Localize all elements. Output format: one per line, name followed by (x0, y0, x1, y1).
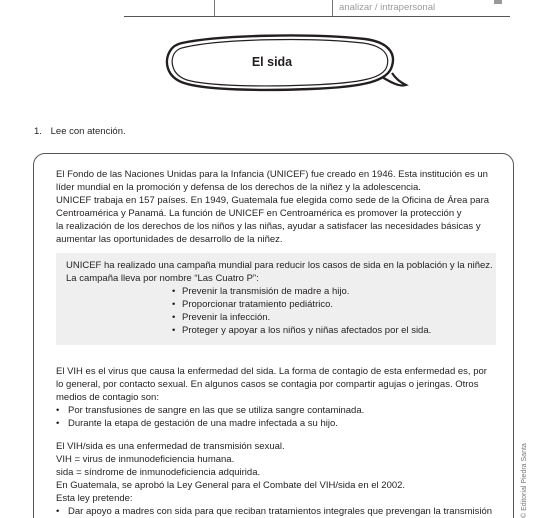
instruction (34, 126, 126, 137)
header-cut-text (454, 0, 514, 4)
bullet-icon: • (56, 506, 60, 517)
header-divider (332, 0, 333, 16)
text-line: Esta ley pretende: (56, 493, 133, 504)
header-rule (124, 16, 510, 17)
header-subtitle: analizar / intrapersonal (339, 2, 436, 13)
text-line: La campaña lleva por nombre “Las Cuatro P”: (66, 273, 259, 284)
instruction-number: 1. (34, 126, 42, 137)
text-line: En Guatemala, se aprobó la Ley General para el Combate del VIH/sida en el 2002. (56, 480, 406, 491)
instruction-text: Lee con atención. (50, 126, 126, 137)
bullet-icon: • (172, 325, 176, 336)
list-item: • Dar apoyo a madres con sida para que reciban tratamientos integrales que prevengan la transmisión (56, 506, 493, 517)
text-line: El VIH/sida es una enfermedad de transmisión sexual. (56, 441, 285, 452)
bullet-icon: • (56, 405, 60, 416)
text-line: medios de contagio son: (56, 392, 159, 403)
law-paragraph (56, 440, 492, 518)
text-line: lo general, por contacto sexual. En algunos casos se contagia por compartir agujas o jeringas. Otros (56, 379, 479, 390)
text-line: El VIH es el virus que causa la enfermedad del sida. La forma de contagio de esta enfermedad es, por (56, 366, 487, 377)
vih-paragraph (56, 365, 487, 430)
bullet-icon: • (172, 299, 176, 310)
intro-paragraph (56, 168, 489, 246)
list-item: • Prevenir la transmisión de madre a hijo. (172, 286, 350, 297)
campaign-list (172, 285, 431, 337)
text-line: Centroamérica y Panamá. La función de UNICEF en Centroamérica es promover la protección y (56, 208, 462, 219)
publisher-credit: © Editorial Piedra Santa (521, 443, 528, 518)
text-line: sida = síndrome de inmunodeficiencia adquirida. (56, 467, 261, 478)
list-item: • Prevenir la infección. (172, 312, 271, 323)
campaign-intro (66, 259, 493, 285)
text-line: UNICEF trabaja en 157 países. En 1949, Guatemala fue elegida como sede de la Oficina de Área para (56, 195, 490, 206)
page-title: El sida (251, 55, 293, 69)
text-line: la realización de los derechos de los niños y las niñas, ayudar a satisfacer las necesidades básicas y (56, 221, 481, 232)
bullet-icon: • (172, 286, 176, 297)
text-line: El Fondo de las Naciones Unidas para la Infancia (UNICEF) fue creado en 1946. Esta institución es un (56, 169, 488, 180)
list-item: • Proporcionar tratamiento pediátrico. (172, 299, 334, 310)
bullet-icon: • (172, 312, 176, 323)
text-line: VIH = virus de inmunodeficiencia humana. (56, 454, 235, 465)
list-item: • Por transfusiones de sangre en las que se utiliza sangre contaminada. (56, 405, 365, 416)
list-item: • Proteger y apoyar a los niños y niñas afectados por el sida. (172, 325, 432, 336)
header-divider (214, 0, 215, 16)
text-line: líder mundial en la promoción y defensa de los derechos de la niñez y la adolescencia. (56, 182, 421, 193)
text-line: aumentar las oportunidades de desarrollo de la niñez. (56, 234, 283, 245)
list-item: • Durante la etapa de gestación de una madre infectada a su hijo. (56, 418, 338, 429)
bullet-icon: • (56, 418, 60, 429)
text-line: UNICEF ha realizado una campaña mundial para reducir los casos de sida en la población y la niñez. (66, 260, 493, 271)
